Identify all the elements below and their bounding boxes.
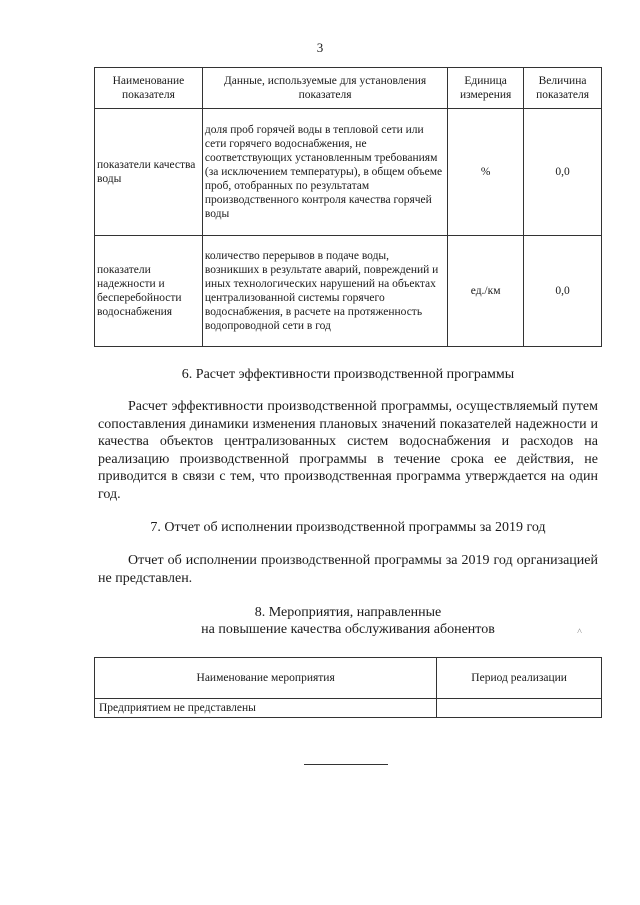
section8-heading-line2: на повышение качества обслуживания абонентов [201, 622, 495, 637]
measures-table [94, 657, 602, 718]
indicator-data: количество перерывов в подаче воды, возникших в результате аварий, повреждений и иных технологических нарушений на объектах централизованной системы горячего водоснабжения, в расчете на протяженность водопроводной сети в год [202, 236, 447, 347]
section6-heading: 6. Расчет эффективности производственной программы [181, 367, 515, 382]
header-unit: Единица измерения [448, 68, 524, 109]
section6-text: Расчет эффективности производственной программы, осуществляемый путем сопоставления динамики изменения плановых значений показателей надежности и качества объектов централизованных систем водоснабжения и расходов на реализацию производственной программы в течение срока ее действия, не приводится в связи с тем, что производственная программа утверждается на один год. [98, 399, 598, 502]
header-period: Период реализации [437, 658, 602, 699]
table-row [95, 699, 602, 718]
indicator-value: 0,0 [524, 109, 602, 236]
header-source-data: Данные, используемые для установления показателя [202, 68, 447, 109]
measure-period [437, 699, 602, 718]
page-number: 3 [316, 40, 324, 55]
section7-text: Отчет об исполнении производственной программы за 2019 год организацией не представлен. [98, 553, 598, 586]
stray-mark: ˄ [577, 626, 583, 636]
end-rule [304, 764, 388, 765]
section8-heading [0, 604, 640, 638]
indicators-table [94, 67, 602, 347]
header-value: Величина показателя [524, 68, 602, 109]
indicator-value: 0,0 [524, 236, 602, 347]
measure-name: Предприятием не представлены [95, 699, 437, 718]
table-row [95, 236, 602, 347]
header-indicator-name: Наименование показателя [95, 68, 203, 109]
indicator-name: показатели качества воды [95, 109, 203, 236]
indicator-data: доля проб горячей воды в тепловой сети или сети горячего водоснабжения, не соответствующих установленным требованиям (за исключением температуры), в общем объеме проб, отобранных по результатам производственного контроля качества горячей воды [202, 109, 447, 236]
indicators-table-header [95, 68, 602, 109]
indicator-unit: % [448, 109, 524, 236]
header-measure-name: Наименование мероприятия [95, 658, 437, 699]
section8-heading-line1: 8. Мероприятия, направленные [254, 605, 442, 620]
table-row [95, 109, 602, 236]
section7-heading: 7. Отчет об исполнении производственной программы за 2019 год [150, 520, 546, 535]
measures-table-header [95, 658, 602, 699]
indicator-unit: ед./км [448, 236, 524, 347]
indicator-name: показатели надежности и бесперебойности водоснабжения [95, 236, 203, 347]
